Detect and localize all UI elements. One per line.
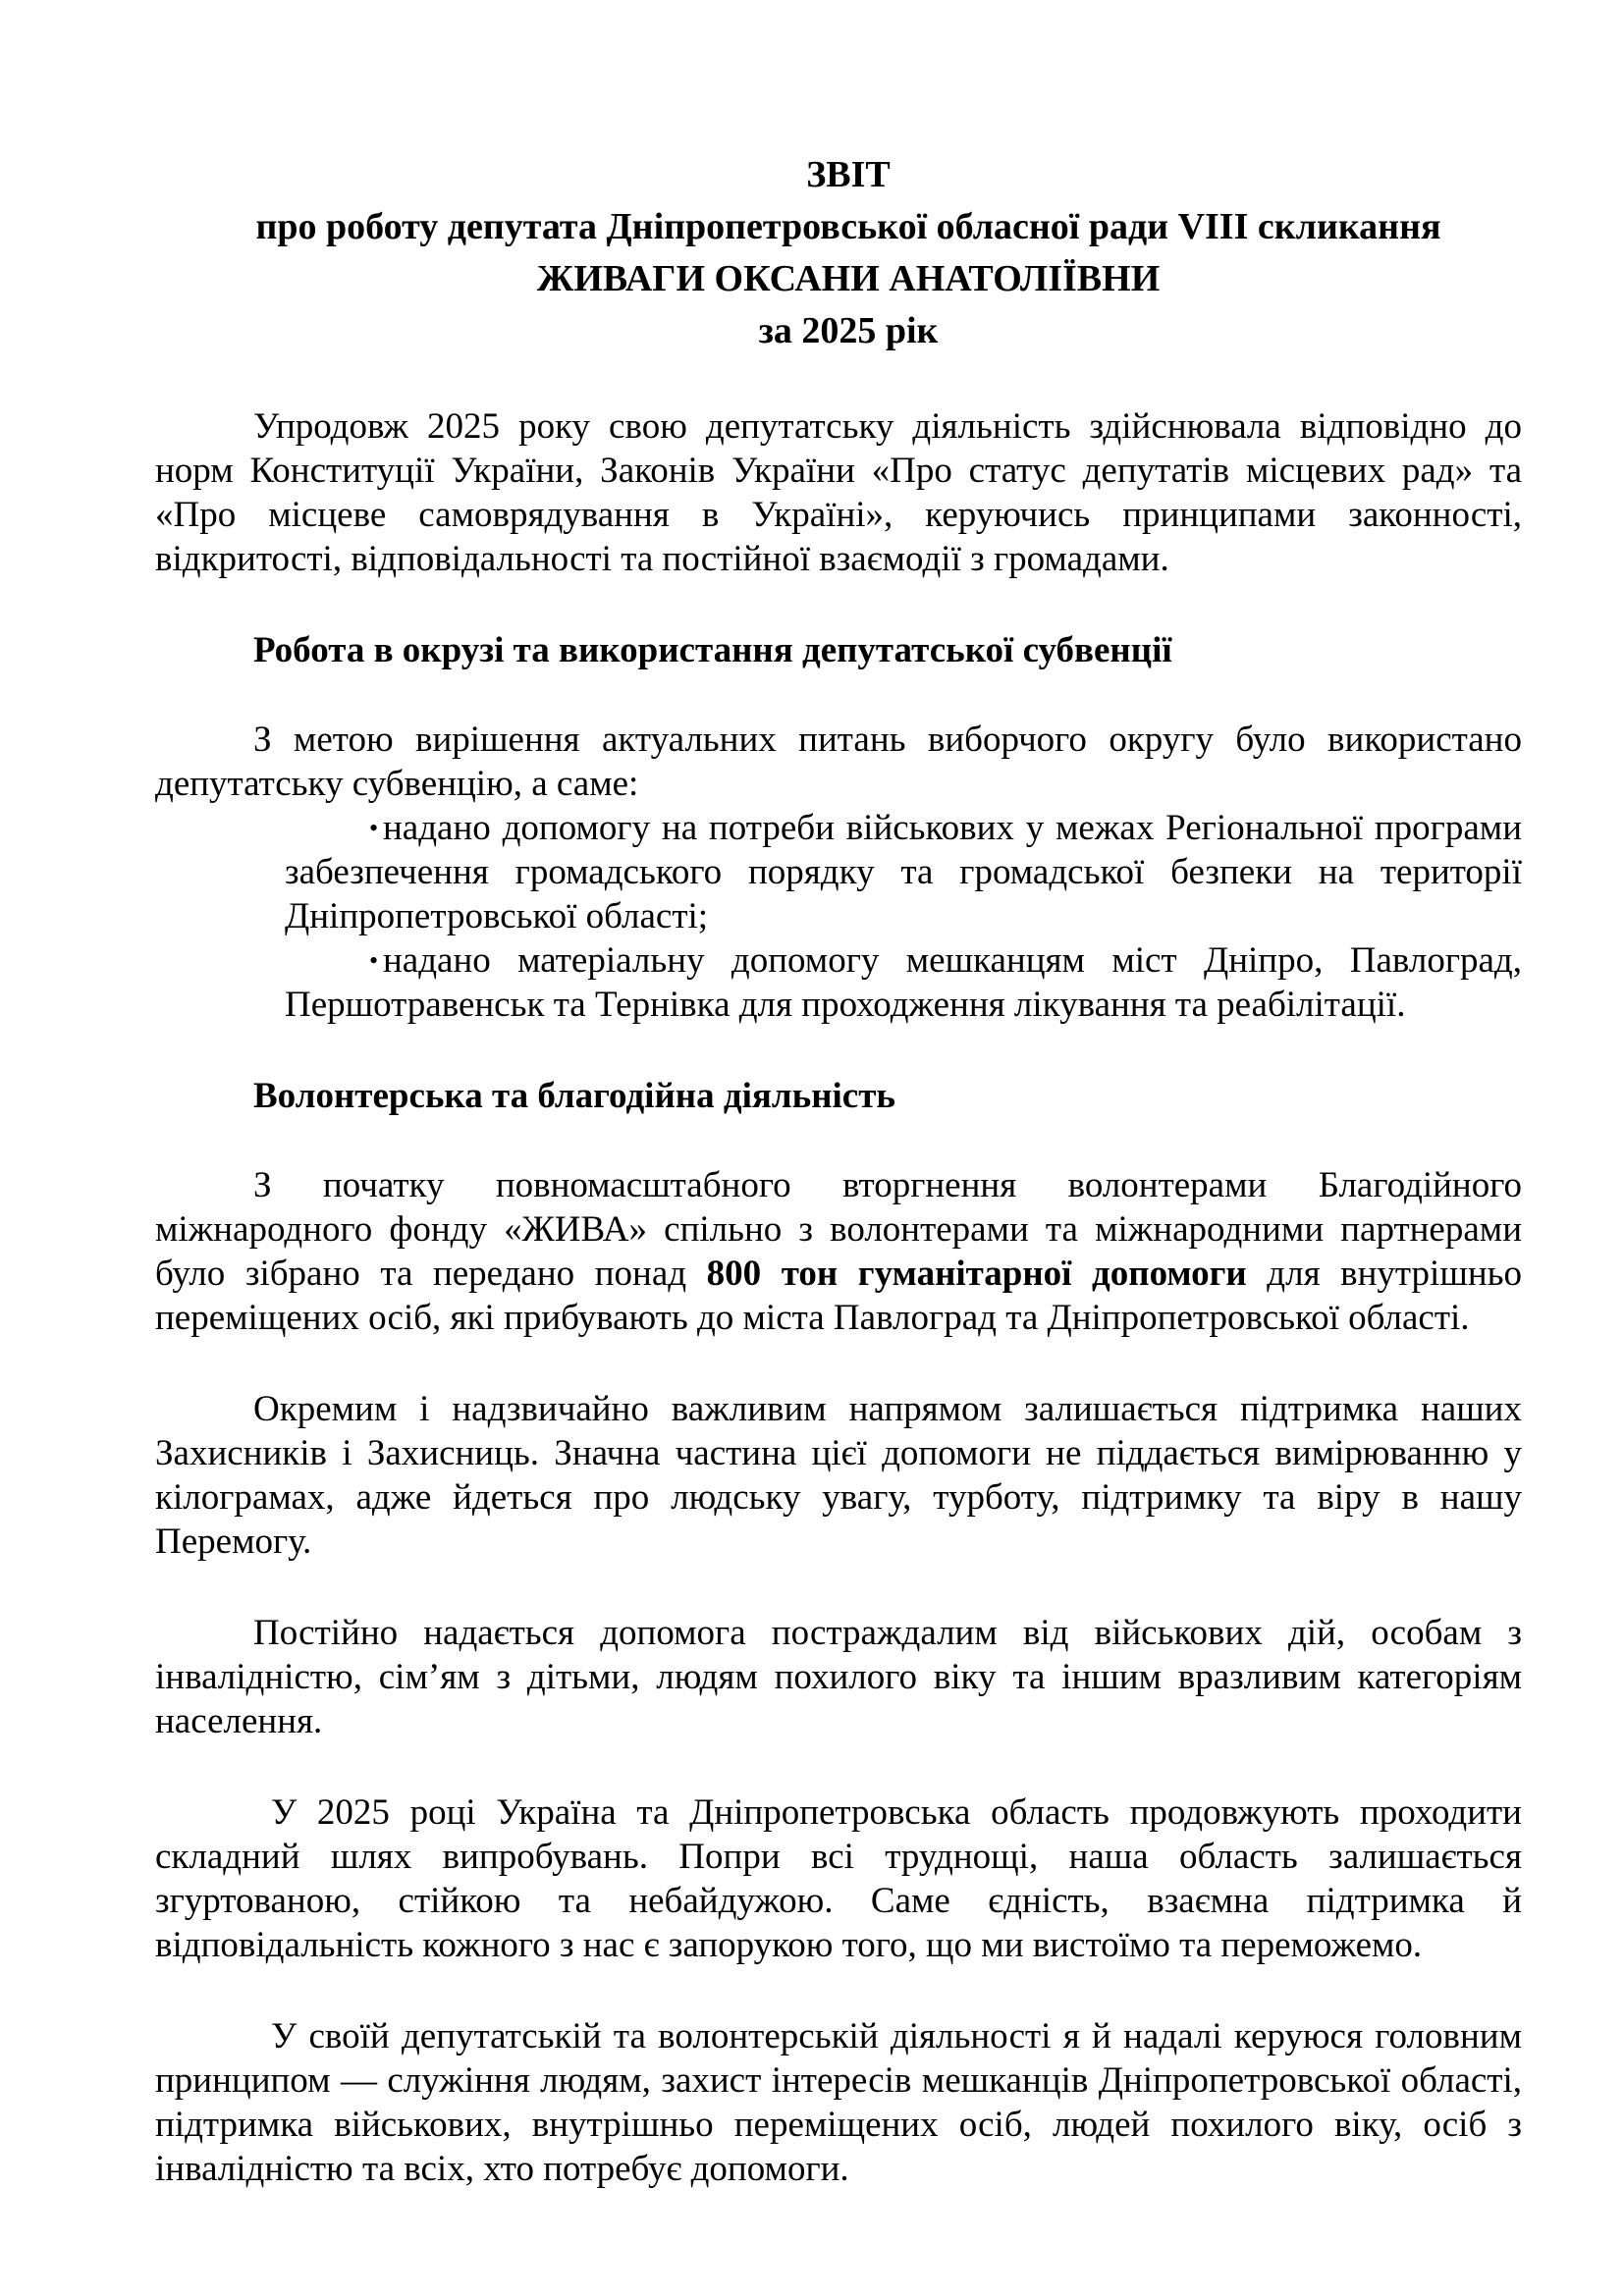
humanitarian-aid-text-end: для внутрішньо переміщених осіб, які прибувають до міста Павлоград та Дніпропетровської області. [155, 1254, 1522, 1338]
bullet-icon: • [369, 946, 379, 975]
intro-paragraph: Упродовж 2025 року свою депутатську діяльність здійснювала відповідно до норм Конституції України, Законів України «Про статус депутатів місцевих рад» та «Про місцеве самоврядування в Україні», керуючись принципами законності, відкритості, відповідальності та постійної взаємодії з громадами. [155, 406, 1522, 579]
list-item [285, 938, 1522, 1027]
list-item-text: надано допомогу на потреби військових у межах Регіональної програми забезпечення громадського порядку та громадської безпеки на території Дніпропетровської області; [285, 808, 1522, 936]
principles-paragraph: У своїй депутатській та волонтерській діяльності я й надалі керуюся головним принципом — служіння людям, захист інтересів мешканців Дніпропетровської області, підтримка військових, внутрішньо переміщених осіб, людей похилого віку, осіб з інвалідністю та всіх, хто потребує допомоги. [155, 2016, 1522, 2189]
list-item [285, 806, 1522, 938]
document-page [155, 149, 1522, 2191]
section-heading-volunteering: Волонтерська та благодійна діяльність [253, 1076, 895, 1116]
title-line-name: ЖИВАГИ ОКСАНИ АНАТОЛІЇВНИ [536, 258, 1161, 299]
subvention-lead-paragraph: З метою вирішення актуальних питань виборчого округу було використано депутатську субвенцію, а саме: [155, 720, 1522, 804]
list-item-text: надано матеріальну допомогу мешканцям міст Дніпро, Павлоград, Першотравенськ та Тернівка для проходження лікування та реабілітації. [285, 940, 1522, 1025]
humanitarian-aid-text-start: З початку повномасштабного вторгнення волонтерами Благодійного міжнародного фонду «ЖИВА» спільно з волонтерами та міжнародними партнерами було зібрано та передано понад [155, 1165, 1522, 1294]
defenders-support-paragraph: Окремим і надзвичайно важливим напрямом залишається підтримка наших Захисників і Захисниць. Значна частина цієї допомоги не піддається вимірюванню у кілограмах, адже йдеться про людську увагу, турботу, підтримку та віру в нашу Перемогу. [155, 1389, 1522, 1562]
title-line-year: за 2025 рік [758, 310, 939, 351]
unity-paragraph: У 2025 році Україна та Дніпропетровська область продовжують проходити складний шлях випробувань. Попри всі труднощі, наша область залишається згуртованою, стійкою та небайдужою. Саме єдність, взаємна підтримка й відповідальність кожного з нас є запорукою того, що ми вистоїмо та переможемо. [155, 1792, 1522, 1965]
report-title [175, 149, 1522, 357]
vulnerable-groups-paragraph: Постійно надається допомога постраждалим від військових дій, особам з інвалідністю, сім’ям з дітьми, людям похилого віку та іншим вразливим категоріям населення. [155, 1613, 1522, 1741]
title-line-subject: про роботу депутата Дніпропетровської обласної ради VIII скликання [255, 206, 1441, 247]
humanitarian-aid-paragraph [155, 1163, 1522, 1340]
humanitarian-aid-amount: 800 тон гуманітарної допомоги [706, 1254, 1247, 1294]
subvention-list [285, 806, 1522, 1027]
bullet-icon: • [369, 814, 379, 842]
section-heading-district-work: Робота в окрузі та використання депутатської субвенції [253, 630, 1172, 670]
title-line-report: ЗВІТ [806, 154, 891, 195]
